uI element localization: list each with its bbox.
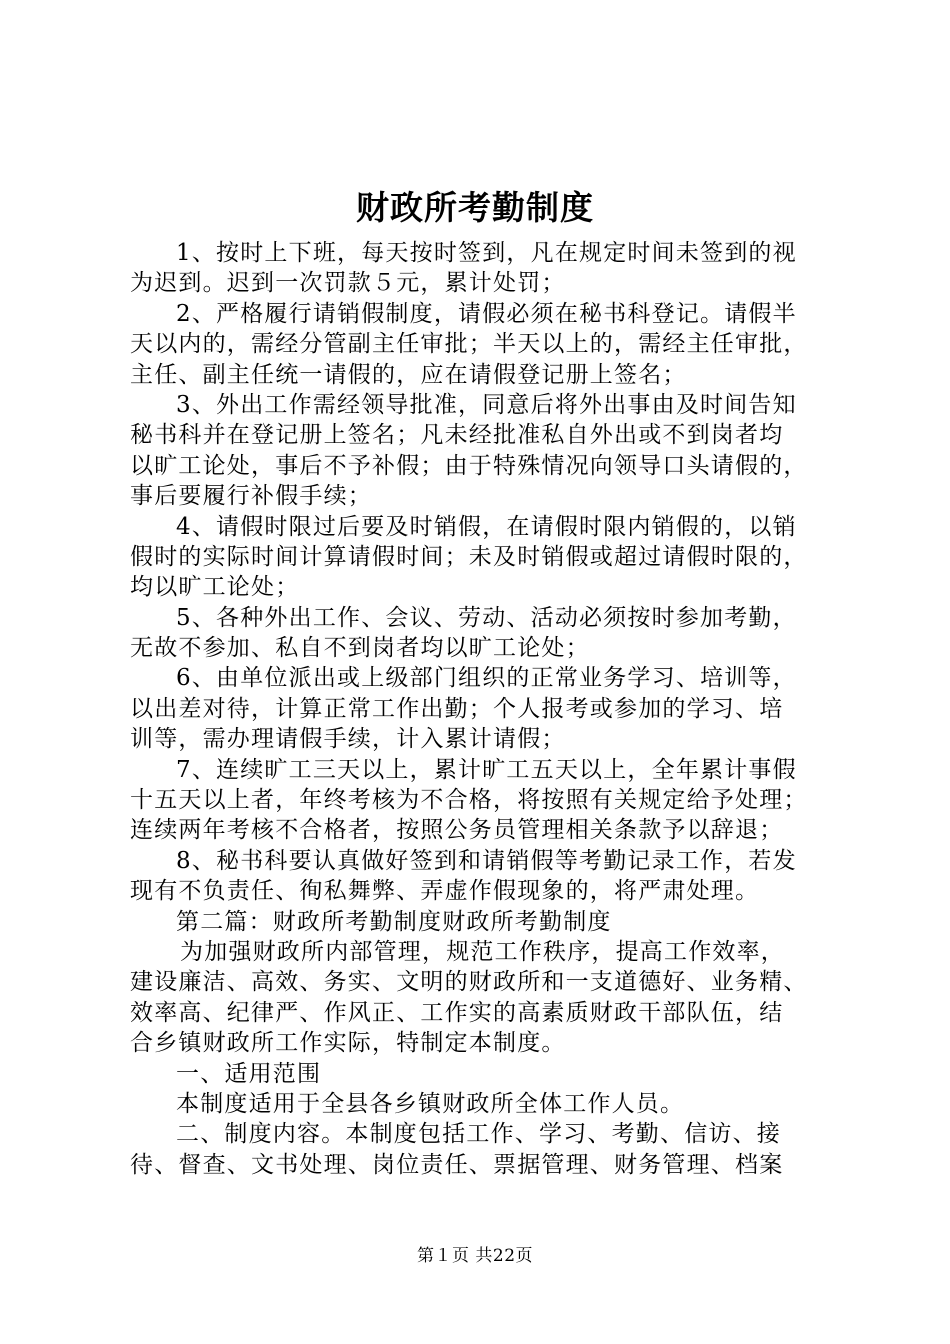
body-line: 事后要履行补假手续；: [130, 483, 372, 510]
body-line: 天以内的，需经分管副主任审批；半天以上的，需经主任审批，: [130, 331, 808, 358]
body-line: 为迟到。迟到一次罚款５元，累计处罚；: [130, 270, 566, 297]
body-line: 为加强财政所内部管理，规范工作秩序，提高工作效率，: [180, 938, 785, 965]
body-line: 训等，需办理请假手续，计入累计请假；: [130, 726, 566, 753]
body-line: 效率高、纪律严、作风正、工作实的高素质财政干部队伍，结: [130, 999, 784, 1026]
body-line: 无故不参加、私自不到岗者均以旷工论处；: [130, 635, 590, 662]
body-line: 以旷工论处，事后不予补假；由于特殊情况向领导口头请假的，: [130, 452, 808, 479]
body-line: 建设廉洁、高效、务实、文明的财政所和一支道德好、业务精、: [130, 969, 808, 996]
document-body: [130, 238, 830, 1180]
body-line: 本制度适用于全县各乡镇财政所全体工作人员。: [176, 1090, 685, 1117]
section-heading: 第二篇：财政所考勤制度财政所考勤制度: [176, 908, 612, 935]
body-line: 秘书科并在登记册上签名；凡未经批准私自外出或不到岗者均: [130, 422, 784, 449]
body-line: 4、请假时限过后要及时销假，在请假时限内销假的，以销: [176, 513, 797, 540]
body-line: 2、严格履行请销假制度，请假必须在秘书科登记。请假半: [176, 300, 797, 327]
body-line: 主任、副主任统一请假的，应在请假登记册上签名；: [130, 361, 687, 388]
body-line: 假时的实际时间计算请假时间；未及时销假或超过请假时限的，: [130, 543, 808, 570]
body-line: 3、外出工作需经领导批准，同意后将外出事由及时间告知: [176, 391, 797, 418]
body-line: 合乡镇财政所工作实际，特制定本制度。: [130, 1030, 566, 1057]
body-line: 待、督查、文书处理、岗位责任、票据管理、财务管理、档案: [130, 1151, 784, 1178]
body-line: 以出差对待，计算正常工作出勤；个人报考或参加的学习、培: [130, 695, 784, 722]
body-line: 连续两年考核不合格者，按照公务员管理相关条款予以辞退；: [130, 817, 784, 844]
document-title: 财政所考勤制度: [356, 188, 594, 227]
body-line: 均以旷工论处；: [130, 574, 300, 601]
section-heading: 二、制度内容。本制度包括工作、学习、考勤、信访、接: [176, 1121, 781, 1148]
body-line: 现有不负责任、徇私舞弊、弄虚作假现象的，将严肃处理。: [130, 878, 760, 905]
body-line: 1、按时上下班，每天按时签到，凡在规定时间未签到的视: [176, 240, 797, 266]
section-heading: 一、适用范围: [176, 1060, 322, 1087]
body-line: 7、连续旷工三天以上，累计旷工五天以上，全年累计事假: [176, 756, 797, 783]
body-line: 十五天以上者，年终考核为不合格，将按照有关规定给予处理；: [130, 787, 808, 814]
page-number: 第１页 共22页: [416, 1246, 534, 1266]
body-line: 6、由单位派出或上级部门组织的正常业务学习、培训等，: [176, 665, 797, 692]
body-line: 8、秘书科要认真做好签到和请销假等考勤记录工作，若发: [176, 847, 797, 874]
body-line: 5、各种外出工作、会议、劳动、活动必须按时参加考勤，: [176, 604, 797, 631]
